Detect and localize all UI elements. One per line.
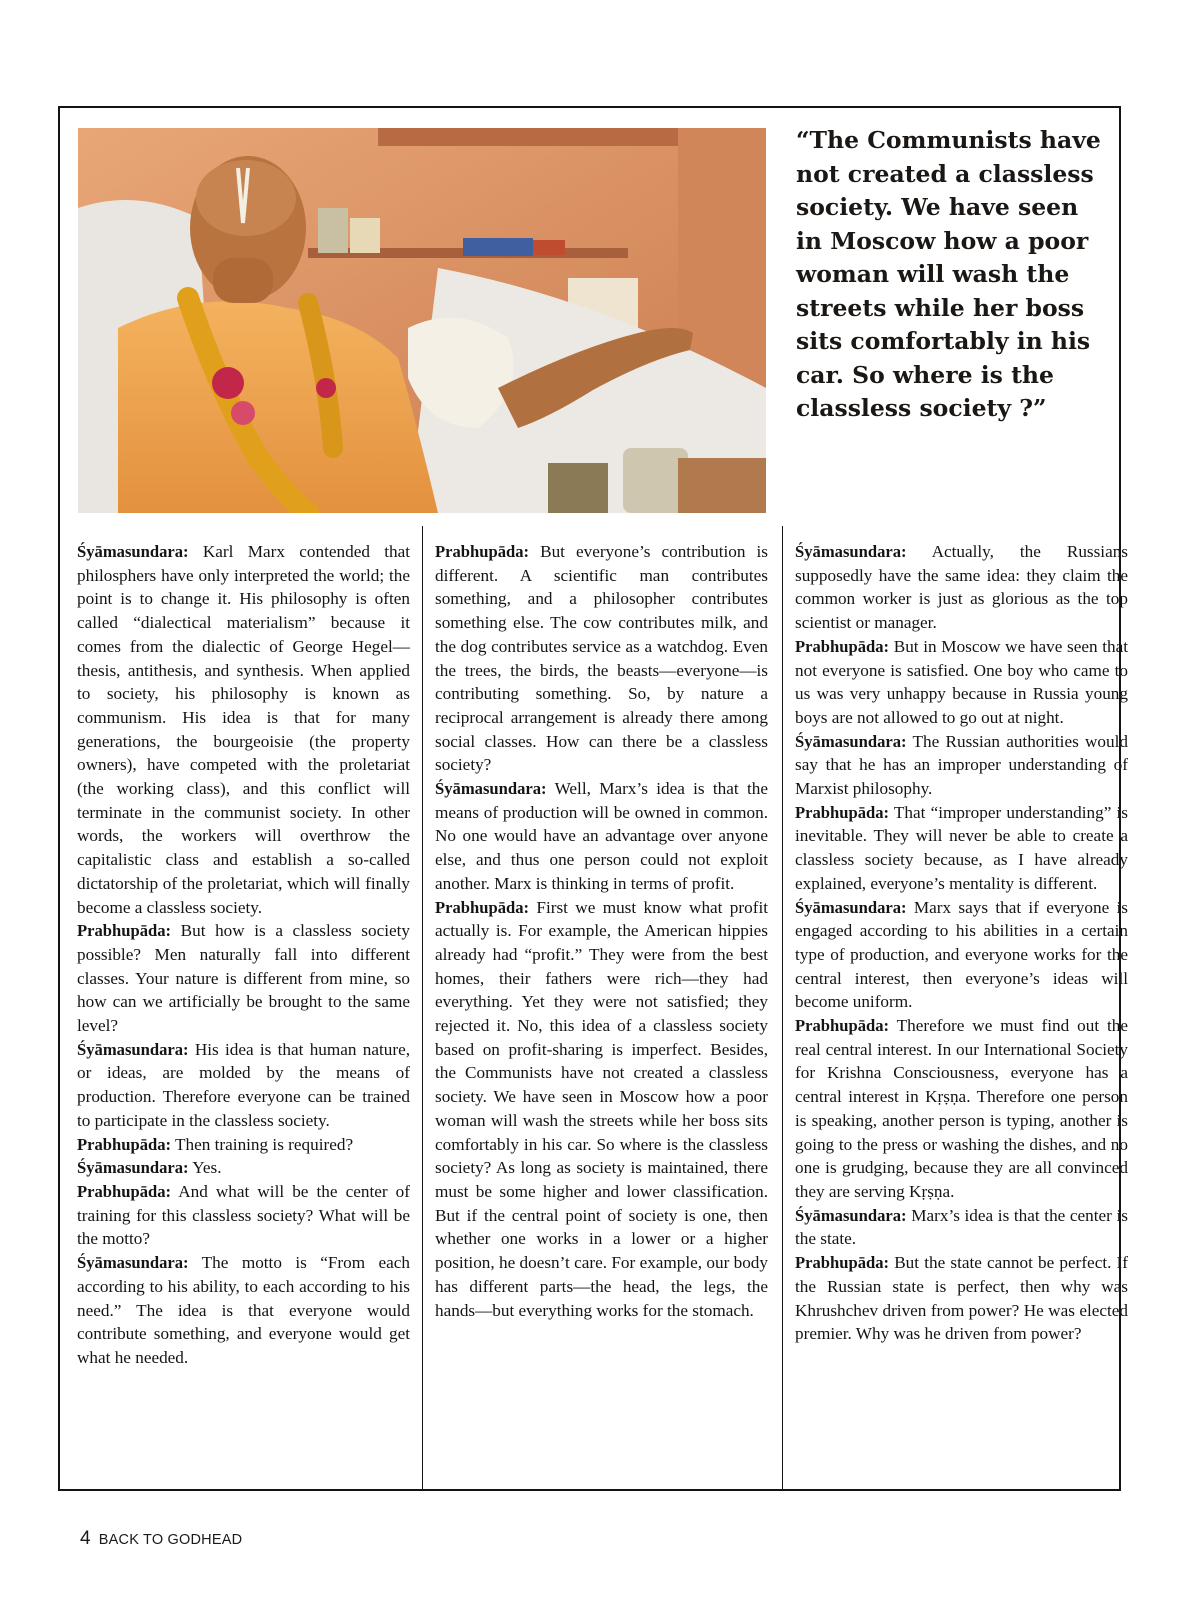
speaker-name: Prabhupāda: (77, 921, 172, 941)
dialogue-text: Well, Marx’s idea is that the means of production will be owned in common. No one would have an advantage over anyone else, and thus one person could not exploit another. Marx is thinking in terms of profit. (435, 779, 768, 893)
page-number: 4 (80, 1528, 91, 1549)
dialogue-text: Marx’s idea is that the center is the state. (795, 1205, 1128, 1249)
portrait-illustration (78, 128, 766, 513)
speaker-name: Śyāmasundara: (795, 731, 907, 751)
dialogue-text: But the state cannot be perfect. If the Russian state is perfect, then why was Khrushchev driven from power? He was elected premier. Why was he driven from power? (795, 1253, 1128, 1344)
dialogue-text: But in Moscow we have seen that not everyone is satisfied. One boy who came to us was very unhappy because in Russia young boys are not allowed to go out at night. (795, 636, 1128, 727)
speaker-name: Prabhupāda: (435, 542, 530, 561)
speaker-name: Prabhupāda: (795, 636, 890, 656)
speaker-name: Śyāmasundara: (795, 542, 907, 561)
portrait-photo (78, 128, 766, 513)
speaker-name: Śyāmasundara: (435, 779, 547, 799)
dialogue-text: His idea is that human nature, or ideas, are molded by the means of production. Therefore everyone can be trained to participate in the classless society. (77, 1039, 410, 1130)
dialogue-paragraph (77, 1156, 410, 1180)
speaker-name: Śyāmasundara: (77, 1253, 189, 1273)
speaker-name: Prabhupāda: (795, 1016, 890, 1036)
dialogue-text: Karl Marx contended that philosphers have only interpreted the world; the point is to change it. His philosophy is often called “dialectical materialism” because it comes from the dialectic of George Hegel—thesis, antithesis, and synthesis. When applied to society, his philosophy is known as communism. His idea is that for many generations, the bourgeoisie (the property owners), have competed with the proletariat (the working class), and this conflict will terminate in the communist society. In other words, the workers will overthrow the capitalistic class and establish a so-called dictatorship of the proletariat, which will finally become a classless society. (77, 542, 410, 917)
speaker-name: Śyāmasundara: (77, 1039, 189, 1059)
dialogue-text: The motto is “From each according to his ability, to each according to his need.” The idea is that everyone would contribute something, and everyone would get what he needed. (77, 1253, 410, 1367)
column-divider (422, 526, 423, 1491)
dialogue-text: Then training is required? (171, 1134, 354, 1154)
speaker-name: Prabhupāda: (77, 1181, 172, 1201)
speaker-name: Prabhupāda: (77, 1134, 172, 1154)
speaker-name: Śyāmasundara: (77, 1158, 189, 1178)
dialogue-text: But how is a classless society possible? Men naturally fall into different classes. Your nature is different from mine, so how can we artificially be brought to the same level? (77, 921, 410, 1036)
dialogue-paragraph (77, 1180, 410, 1251)
dialogue-paragraph (435, 896, 768, 1323)
speaker-name: Śyāmasundara: (795, 897, 907, 917)
speaker-name: Prabhupāda: (795, 802, 890, 822)
dialogue-paragraph (795, 1014, 1128, 1204)
dialogue-paragraph (795, 1251, 1128, 1346)
dialogue-text: But everyone’s contribution is different. A scientific man contributes something, and a philosopher contributes something else. The cow contributes milk, and the dog contributes service as a watchdog. Even the trees, the birds, the beasts—everyone—is contributing something. So, by nature a reciprocal arrangement is already there among social classes. How can there be a classless society? (435, 542, 768, 775)
speaker-name: Śyāmasundara: (795, 1205, 907, 1225)
dialogue-text: First we must know what profit actually is. For example, the American hippies already had “profit.” They were from the best homes, their fathers were rich—they had everything. Yet they were not satisfied; they rejected it. No, this idea of a classless society based on profit-sharing is imperfect. Besides, the Communists have not created a classless society. We have seen in Moscow how a poor woman will wash the streets while her boss sits comfortably in his car. So where is the classless society? As long as society is maintained, there must be some higher and lower classification. But if the central point of society is one, then whether one works in a lower or a higher position, he doesn’t care. For example, our body has different parts—the head, the legs, the hands—but everything works for the stomach. (435, 897, 768, 1320)
dialogue-text: Marx says that if everyone is engaged according to his abilities in a certain type of production, and everyone works for the central interest, then everyone’s ideas will become uniform. (795, 897, 1128, 1012)
dialogue-text: Actually, the Russians supposedly have the same idea: they claim the common worker is just as glorious as the top scientist or manager. (795, 542, 1128, 633)
dialogue-paragraph (77, 1251, 410, 1370)
dialogue-paragraph (77, 1038, 410, 1133)
pull-quote: “The Communists have not created a classless society. We have seen in Moscow how a poor woman will wash the streets while her boss sits comfortably in his car. So where is the classless society ?” (796, 126, 1101, 422)
dialogue-paragraph (435, 540, 768, 777)
dialogue-paragraph (795, 540, 1128, 635)
magazine-title: BACK TO GODHEAD (98, 1532, 243, 1548)
dialogue-text: Therefore we must find out the real central interest. In our International Society for Krishna Consciousness, everyone has a central interest in Kṛṣṇa. Therefore one person is speaking, another person is typing, another is going to the press or washing the dishes, and no one is grudging, because they are all convinced they are serving Kṛṣṇa. (795, 1016, 1128, 1201)
column-divider (782, 526, 783, 1491)
dialogue-text: Yes. (188, 1158, 222, 1178)
text-column-1 (77, 540, 410, 1370)
text-column-2 (435, 540, 768, 1322)
speaker-name: Prabhupāda: (435, 897, 530, 917)
dialogue-paragraph (77, 1133, 410, 1157)
speaker-name: Śyāmasundara: (77, 542, 189, 561)
speaker-name: Prabhupāda: (795, 1253, 890, 1273)
dialogue-paragraph (795, 896, 1128, 1015)
dialogue-text: That “improper understanding” is inevitable. They will never be able to create a classless society because, as I have already explained, everyone’s mentality is different. (795, 802, 1128, 893)
text-column-3 (795, 540, 1128, 1346)
dialogue-paragraph (435, 777, 768, 896)
dialogue-text: And what will be the center of training for this classless society? What will be the motto? (77, 1181, 410, 1249)
dialogue-paragraph (795, 730, 1128, 801)
dialogue-paragraph (795, 1204, 1128, 1251)
dialogue-paragraph (795, 801, 1128, 896)
dialogue-paragraph (77, 919, 410, 1038)
page-footer (80, 1528, 242, 1550)
dialogue-paragraph (77, 540, 410, 919)
dialogue-paragraph (795, 635, 1128, 730)
dialogue-text: The Russian authorities would say that he has an improper understanding of Marxist philosophy. (795, 731, 1128, 799)
